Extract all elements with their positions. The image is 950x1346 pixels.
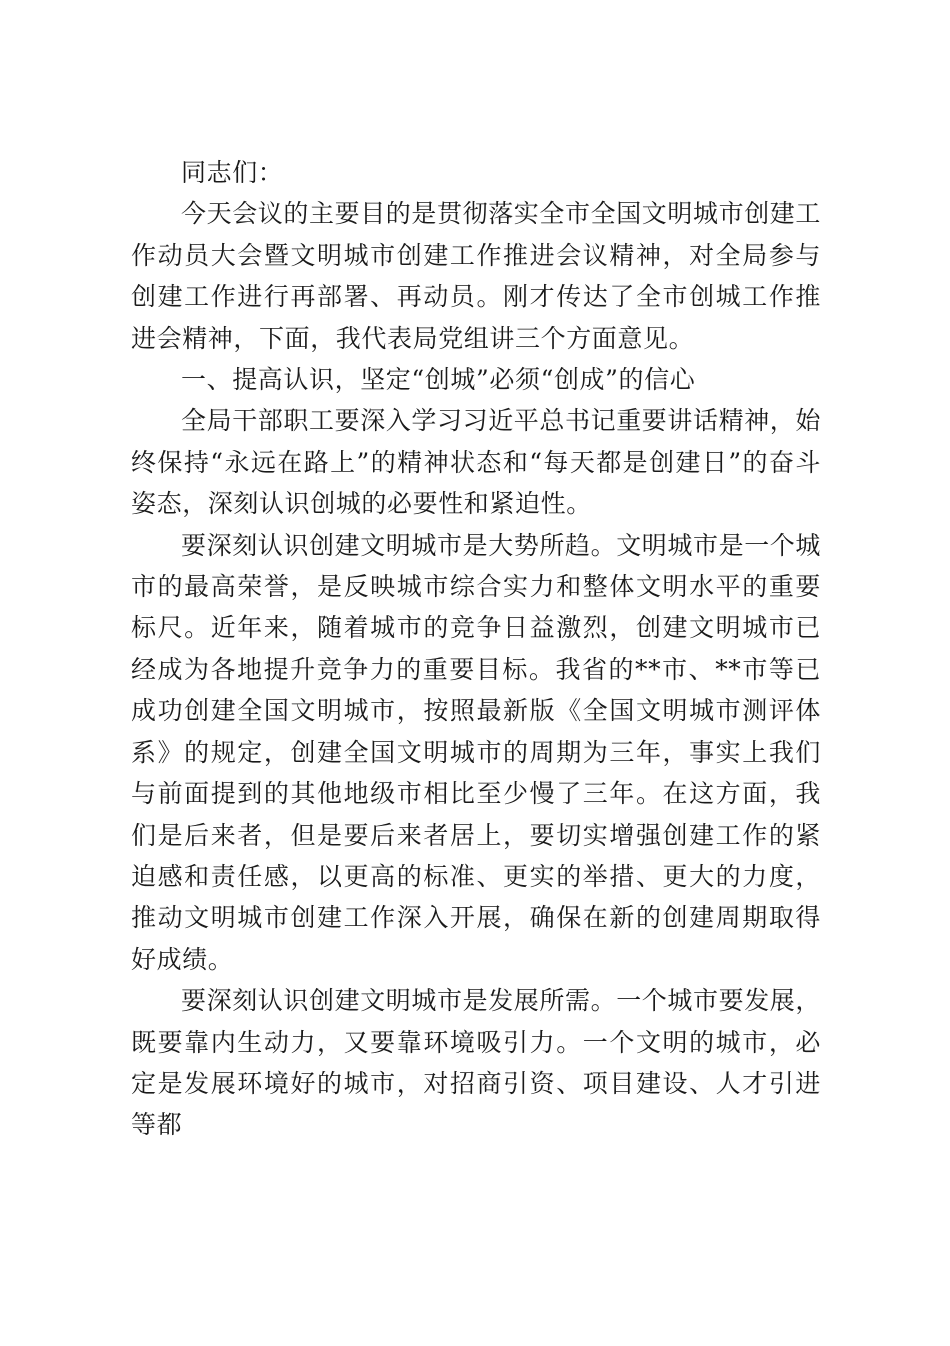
- document-page: [131, 152, 821, 1146]
- paragraph-intro: 今天会议的主要目的是贯彻落实全市全国文明城市创建工作动员大会暨文明城市创建工作推进会议精神，对全局参与创建工作进行再部署、再动员。刚才传达了全市创城工作推进会精神，下面，我代表局党组讲三个方面意见。: [131, 199, 822, 353]
- paragraph-development: 要深刻认识创建文明城市是发展所需。一个城市要发展，既要靠内生动力，又要靠环境吸引力。一个文明的城市，必定是发展环境好的城市，对招商引资、项目建设、人才引进等都: [131, 986, 822, 1140]
- paragraph-trend: 要深刻认识创建文明城市是大势所趋。文明城市是一个城市的最高荣誉，是反映城市综合实力和整体文明水平的重要标尺。近年来，随着城市的竞争日益激烈，创建文明城市已经成为各地提升竞争力的重要目标。我省的**市、**市等已成功创建全国文明城市，按照最新版《全国文明城市测评体系》的规定，创建全国文明城市的周期为三年，事实上我们与前面提到的其他地级市相比至少慢了三年。在这方面，我们是后来者，但是要后来者居上，要切实增强创建工作的紧迫感和责任感，以更高的标准、更实的举措、更大的力度，推动文明城市创建工作深入开展，确保在新的创建周期取得好成绩。: [131, 530, 822, 974]
- salutation: 同志们：: [181, 158, 284, 187]
- paragraph-study: 全局干部职工要深入学习习近平总书记重要讲话精神，始终保持“永远在路上”的精神状态和“每天都是创建日”的奋斗姿态，深刻认识创城的必要性和紧迫性。: [131, 406, 822, 519]
- section-heading-1: 一、提高认识，坚定“创城”必须“创成”的信心: [181, 365, 696, 395]
